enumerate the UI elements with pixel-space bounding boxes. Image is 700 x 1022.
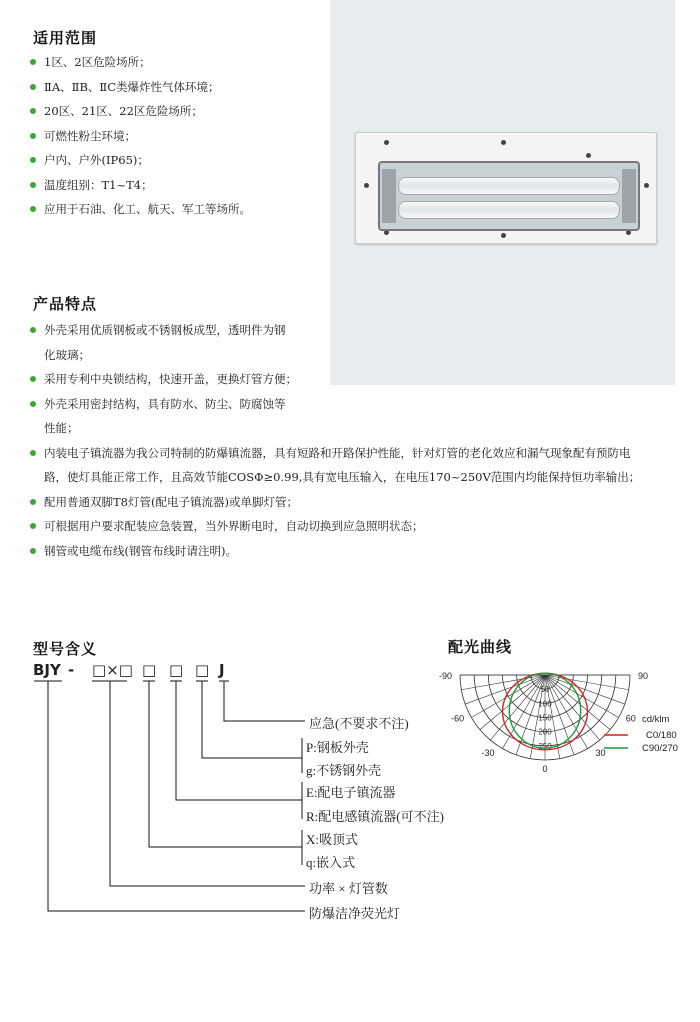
model-code-power: □×□ xyxy=(92,661,133,679)
model-code-j: J xyxy=(219,661,225,679)
feature-line: 外壳采用优质钢板或不锈钢板成型，透明件为钢 xyxy=(44,323,286,337)
ring-label: 250 xyxy=(538,741,552,751)
feature-item xyxy=(30,514,695,539)
feature-line: 配用普通双脚T8灯管(配电子镇流器)或单脚灯管； xyxy=(44,494,298,509)
angle-label: -60 xyxy=(451,713,465,724)
scope-item: 温度组别：T1~T4； xyxy=(30,173,330,198)
feature-line: 钢管或电缆布线(钢管布线时请注明)。 xyxy=(44,543,237,558)
feature-item xyxy=(30,367,695,392)
model-heading: 型号含义 xyxy=(33,640,98,658)
feature-line: 外壳采用密封结构，具有防水、防尘、防腐蚀等 xyxy=(44,396,286,411)
product-photo xyxy=(355,132,657,244)
photometric-heading: 配光曲线 xyxy=(448,638,513,656)
angle-label: 30 xyxy=(595,748,606,759)
legend-label-c0: C0/180 xyxy=(646,730,677,741)
label-electronic-ballast: E:配电子镇流器 xyxy=(306,785,396,800)
model-code-housing: □ xyxy=(195,661,210,679)
label-inductive-ballast: R:配电感镇流器(可不注) xyxy=(306,809,444,824)
feature-line: 可根据用户要求配装应急装置，当外界断电时，自动切换到应急照明状态； xyxy=(44,519,424,533)
angle-label: -30 xyxy=(481,748,495,759)
photometric-legend xyxy=(602,712,692,762)
scope-item: 应用于石油、化工、航天、军工等场所。 xyxy=(30,197,330,222)
ring-label: 200 xyxy=(538,727,552,737)
ring-label: 50 xyxy=(540,685,550,695)
features-heading: 产品特点 xyxy=(33,295,98,313)
feature-item xyxy=(30,392,695,441)
angle-label: -90 xyxy=(438,671,452,681)
angle-label: 0 xyxy=(542,764,548,774)
model-code-dash: - xyxy=(68,661,75,679)
scope-item: 20区、21区、22区危险场所； xyxy=(30,99,330,124)
feature-line: 性能； xyxy=(44,421,79,435)
label-recessed: q:嵌入式 xyxy=(306,855,356,870)
label-product-name: 防爆洁净荧光灯 xyxy=(309,906,401,921)
model-code-mount: □ xyxy=(142,661,157,679)
label-power-tubes: 功率 × 灯管数 xyxy=(309,881,388,896)
label-steel-housing: P:钢板外壳 xyxy=(306,740,369,755)
scope-item: 可燃性粉尘环境； xyxy=(30,124,330,149)
feature-item xyxy=(30,441,695,490)
feature-line: 化玻璃； xyxy=(44,347,90,362)
model-code-ballast: □ xyxy=(169,661,184,679)
scope-list xyxy=(30,50,330,222)
label-emergency: 应急(不要求不注) xyxy=(309,716,409,731)
scope-item: ⅡA、ⅡB、ⅡC类爆炸性气体环境； xyxy=(30,75,330,100)
feature-line: 路，使灯具能正常工作，且高效节能COSΦ≥0.99,具有宽电压输入，在电压170~250V范围内均能保持恒功率输出； xyxy=(44,470,641,484)
angle-label: 90 xyxy=(638,671,649,681)
legend-unit: cd/klm xyxy=(642,714,670,725)
scope-item: 户内、户外(IP65)； xyxy=(30,148,330,173)
feature-item xyxy=(30,539,695,564)
angle-label: 60 xyxy=(625,713,636,724)
feature-line: 采用专利中央锁结构，快速开盖，更换灯管方便； xyxy=(44,372,297,386)
feature-line: 内装电子镇流器为我公司特制的防爆镇流器，具有短路和开路保护性能，针对灯管的老化效应和漏气现象配有预防电 xyxy=(44,445,631,460)
ring-label: 100 xyxy=(538,699,552,709)
scope-item: 1区、2区危险场所； xyxy=(30,50,330,75)
scope-heading: 适用范围 xyxy=(33,29,98,47)
model-code-bjy: BJY xyxy=(33,661,61,679)
legend-label-c90: C90/270 xyxy=(642,743,678,754)
ring-label: 150 xyxy=(538,713,552,723)
features-list xyxy=(30,318,695,563)
label-ceiling-mount: X:吸顶式 xyxy=(306,832,359,847)
label-stainless-housing: g:不锈钢外壳 xyxy=(306,763,382,778)
feature-item xyxy=(30,318,695,367)
feature-item xyxy=(30,490,695,515)
